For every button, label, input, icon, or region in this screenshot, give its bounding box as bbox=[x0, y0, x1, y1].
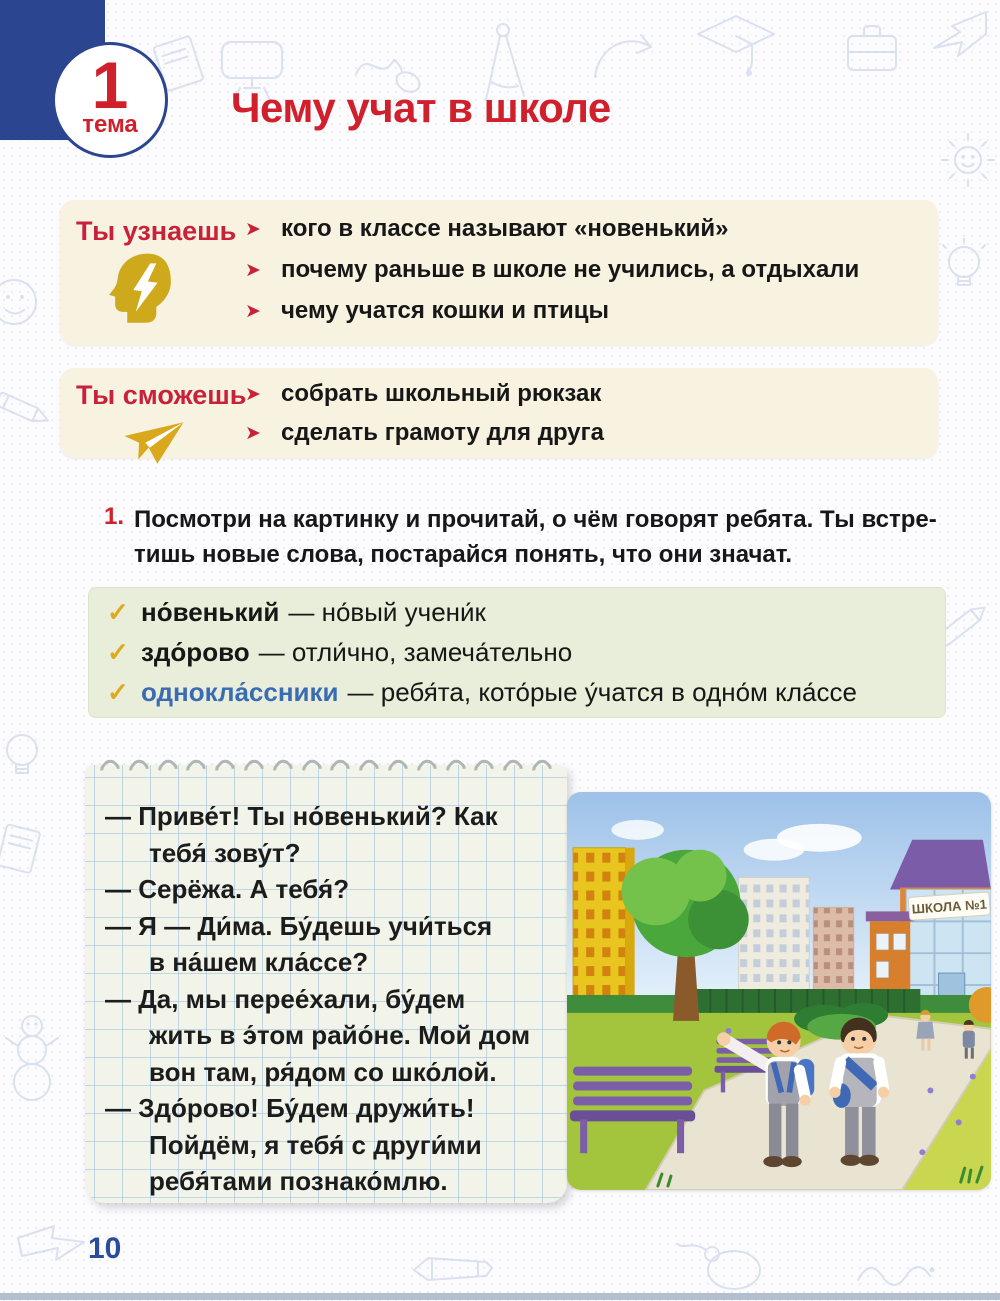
check-icon: ✓ bbox=[107, 597, 129, 627]
dialogue bbox=[85, 765, 567, 1200]
page-title: Чему учат в школе bbox=[231, 84, 611, 131]
dialogue-line: ребя́тами познако́млю. bbox=[149, 1166, 448, 1196]
dialogue-line: — Серёжа. А тебя́? bbox=[105, 874, 350, 904]
head-with-lightning-icon bbox=[104, 250, 182, 335]
check-icon: ✓ bbox=[107, 677, 129, 707]
vocab-definition: — но́вый учени́к bbox=[288, 597, 486, 627]
doodle-sun-icon bbox=[938, 132, 1000, 197]
vocab-word: но́венький bbox=[141, 597, 280, 627]
doodle-graduation-cap-icon bbox=[692, 8, 780, 87]
page-number: 10 bbox=[88, 1232, 122, 1265]
paper-plane-icon bbox=[122, 412, 184, 475]
doodle-briefcase-icon bbox=[842, 16, 902, 85]
learn-item: ➤ почему раньше в школе не учились, а отдыхали bbox=[245, 256, 860, 283]
dialogue-line: вон там, ря́дом со шко́лой. bbox=[149, 1056, 497, 1087]
vocabulary-item bbox=[107, 637, 927, 668]
doodle-smiley-face-icon bbox=[0, 272, 48, 339]
school-sign bbox=[908, 892, 990, 920]
arrow-bullet-icon: ➤ bbox=[245, 301, 261, 322]
exercise-1 bbox=[104, 503, 944, 573]
theme-badge bbox=[52, 42, 168, 158]
doodle-snowman-icon bbox=[0, 1010, 64, 1111]
exercise-number: 1. bbox=[104, 503, 125, 530]
able-item: ➤ сделать грамоту для друга bbox=[245, 419, 604, 446]
doodle-light-bulb-icon bbox=[0, 726, 52, 795]
doodle-zigzag-arrow-icon bbox=[928, 4, 992, 73]
dialogue-line: — Я — Ди́ма. Бу́дешь учи́ться bbox=[105, 910, 493, 941]
able-item: ➤ собрать школьный рюкзак bbox=[245, 380, 602, 407]
yellow-building bbox=[573, 848, 625, 1015]
vocabulary-item bbox=[107, 597, 927, 628]
you-will-learn-label: Ты узнаешь bbox=[76, 216, 237, 246]
dialogue-line: жить в э́том райо́не. Мой дом bbox=[149, 1020, 531, 1050]
arrow-bullet-icon: ➤ bbox=[245, 219, 261, 240]
arrow-bullet-icon: ➤ bbox=[245, 384, 261, 405]
doodle-pencil-icon bbox=[0, 382, 54, 445]
learn-item: ➤ чему учатся кошки и птицы bbox=[245, 297, 609, 324]
doodle-pencil-icon bbox=[408, 1246, 500, 1297]
svg-text:ШКОЛА №1: ШКОЛА №1 bbox=[911, 896, 988, 917]
dialogue-line: в на́шем кла́ссе? bbox=[149, 947, 369, 977]
learn-item: ➤ кого в классе называют «новенький» bbox=[245, 215, 729, 242]
vocab-definition: — ребя́та, кото́рые у́чатся в одно́м кла́ссе bbox=[347, 677, 857, 707]
arrow-bullet-icon: ➤ bbox=[245, 423, 261, 444]
you-will-be-able-label: Ты сможешь bbox=[76, 380, 247, 410]
doodle-thick-arrow-icon bbox=[12, 1212, 92, 1283]
vocab-word: однокла́ссники bbox=[141, 677, 339, 707]
theme-label: тема bbox=[82, 111, 138, 139]
arrow-bullet-icon: ➤ bbox=[245, 260, 261, 281]
vocabulary-item bbox=[107, 677, 927, 708]
you-will-be-able-box bbox=[60, 368, 938, 458]
vocabulary-box bbox=[88, 587, 946, 718]
exercise-text: Посмотри на картинку и прочитай, о чём говорят ребята. Ты встре- тишь новые слова, постарайся понять, что они значат. bbox=[134, 506, 937, 568]
dialogue-line: тебя́ зову́т? bbox=[149, 837, 301, 868]
dialogue-line: Пойдём, я тебя́ с други́ми bbox=[149, 1129, 482, 1160]
dialogue-line: — Да, мы перее́хали, бу́дем bbox=[105, 983, 466, 1014]
page-edge bbox=[0, 1293, 1000, 1300]
vocab-word: здо́рово bbox=[141, 637, 250, 667]
notebook-paper bbox=[85, 765, 567, 1203]
vocab-definition: — отли́чно, замеча́тельно bbox=[258, 637, 573, 667]
dialogue-line: — Здо́рово! Бу́дем дружи́ть! bbox=[105, 1093, 475, 1123]
doodle-notebook-icon bbox=[0, 820, 48, 883]
dialogue-line: — Приве́т! Ты но́венький? Как bbox=[105, 801, 498, 831]
theme-number: 1 bbox=[91, 47, 129, 122]
street-scene-illustration bbox=[567, 792, 991, 1190]
notebook-binding bbox=[101, 760, 551, 779]
doodle-light-bulb-icon bbox=[936, 238, 994, 307]
check-icon: ✓ bbox=[107, 637, 129, 667]
doodle-computer-mouse-icon bbox=[672, 1236, 768, 1301]
you-will-learn-box bbox=[60, 200, 938, 345]
